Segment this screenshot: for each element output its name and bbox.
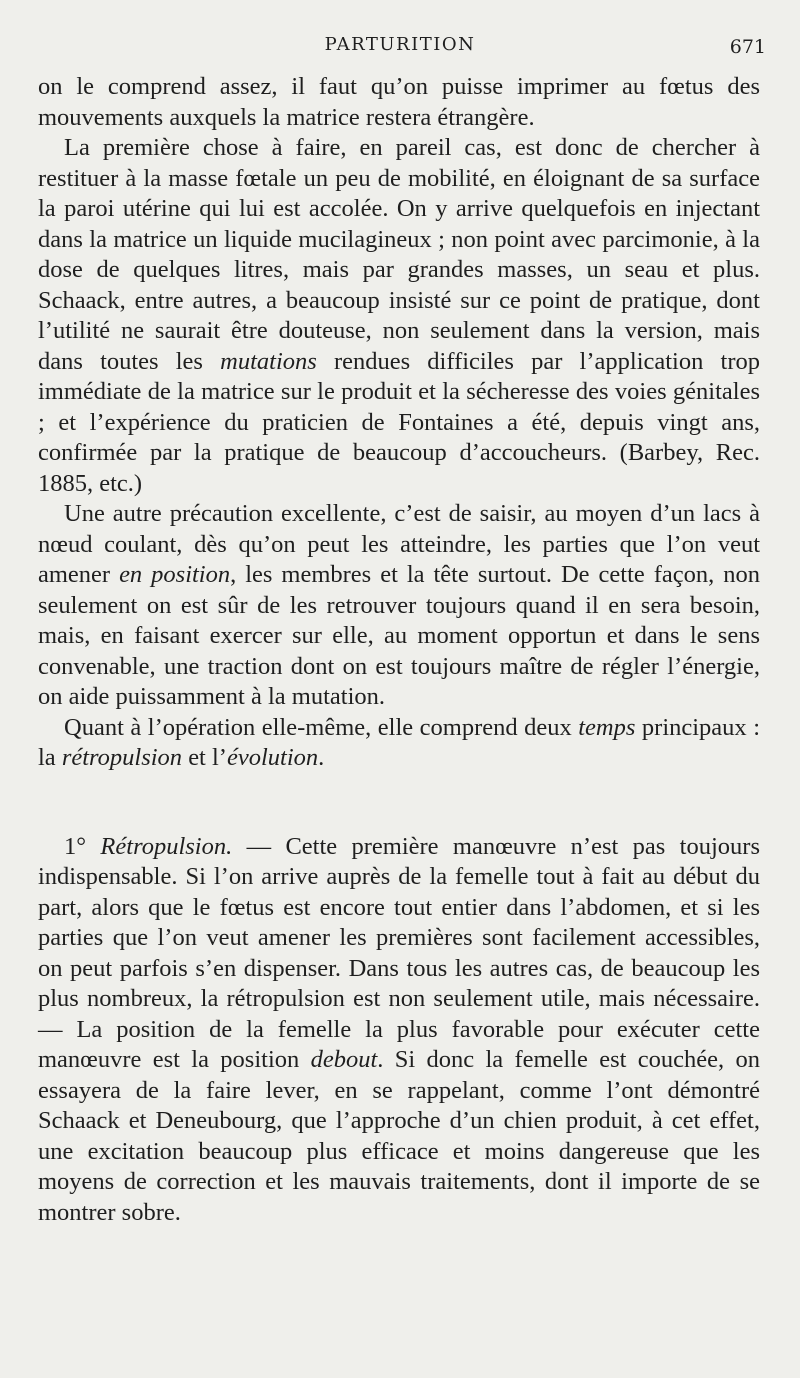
text-run: principaux : la [38,713,760,771]
text-run: , les membres et la tête surtout. De cette façon, non seulement on est sûr de les retrouver toujours quand il en sera besoin, mais, en faisant exercer sur elle, au moment opportun et dans le sens convenable, une traction dont on est toujours maître de régler l’énergie, on aide puissamment à la mutation. [38,561,760,710]
section-gap [38,774,760,832]
text-run: Une autre précaution excellente, c’est de saisir, au moyen d’un lacs à nœud coulant, dès qu’on peut les atteindre, les parties que l’on veut amener [38,500,760,588]
paragraph [38,499,760,713]
paragraph [38,832,760,1229]
italic-term: en position [119,561,231,588]
paragraph [38,72,760,133]
body-text [38,72,760,1228]
italic-term: rétropulsion [61,744,183,771]
paragraph [38,713,760,774]
italic-term: mutations [220,347,317,375]
running-title: PARTURITION [324,34,476,55]
page-number: 671 [729,36,766,58]
italic-term: Rétropulsion. [100,832,233,860]
text-run: et l’ [182,744,227,771]
text-run: 1° [64,832,101,860]
paragraph [38,133,760,499]
text-run: Quant à l’opération elle-même, elle comprend deux [64,713,579,741]
text-run: — Cette première manœuvre n’est pas toujours indispensable. Si l’on arrive auprès de la femelle tout à fait au début du part, alors que le fœtus est encore tout entier dans l’abdomen, et si les parties que l’on veut amener les premières sont facilement accessibles, on peut parfois s’en dispenser. Dans tous les autres cas, de beaucoup les plus nombreux, la rétropulsion est non seulement utile, mais nécessaire. — La position de la femelle la plus favorable pour exécuter cette manœuvre est la position [38,832,760,1073]
text-run: La première chose à faire, en pareil cas, est donc de chercher à restituer à la masse fœtale un peu de mobilité, en éloignant de sa surface la paroi utérine qui lui est accolée. On y arrive quelquefois en injectant dans la matrice un liquide mucilagineux ; non point avec parcimonie, à la dose de quelques litres, mais par grandes masses, un seau et plus. Schaack, entre autres, a beaucoup insisté sur ce point de pratique, dont l’utilité ne saurait être douteuse, non seulement dans la version, mais dans toutes les [38,134,760,375]
italic-term: évolution [226,744,319,771]
text-run: rendues difficiles par l’application trop immédiate de la matrice sur le produit et la sécheresse des voies génitales ; et l’expérience du praticien de Fontaines a été, depuis vingt ans, confirmée par la pratique de beaucoup d’accoucheurs. (Barbey, Rec. 1885, etc.) [38,347,760,497]
text-run: . Si donc la femelle est couchée, on essayera de la faire lever, en se rappelant, comme l’ont démontré Schaack et Deneubourg, que l’approche d’un chien produit, à cet effet, une excitation beaucoup plus efficace et moins dangereuse que les moyens de correction et les mauvais traitements, dont il importe de se montrer sobre. [38,1046,761,1226]
italic-term: temps [578,713,636,741]
text-run: . [318,744,325,771]
text-run: on le comprend assez, il faut qu’on puisse imprimer au fœtus des mouvements auxquels la matrice restera étrangère. [38,73,760,131]
italic-term: debout [310,1046,378,1073]
